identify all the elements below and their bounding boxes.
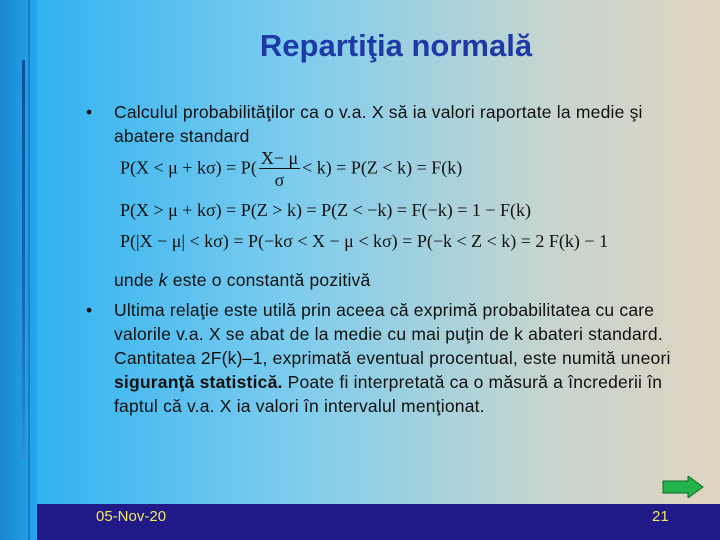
formula-3: P(|X − μ| < kσ) = P(−kσ < X − μ < kσ) = P(−k < Z < k) = 2 F(k) − 1 [120,231,609,251]
bullet-2-text-b: Poate fi interpretată ca o măsură a încrederii în faptul că v.a. X ia valori în intervalul menţionat. [114,372,663,416]
continuation-post: este o constantă pozitivă [167,270,371,290]
formula-1-right: < k) = P(Z < k) = F(k) [302,157,463,178]
slide-title: Repartiţia normală [259,28,533,63]
bullet-2-text [114,298,686,418]
formula-1-fraction [259,148,300,191]
bullet-1-continuation [114,270,370,291]
bullet-marker: • [86,300,93,320]
continuation-var: k [158,270,168,290]
left-decor-bar [0,0,37,540]
formula-1 [120,148,462,191]
formula-1-denominator: σ [274,170,285,190]
next-slide-button[interactable] [662,476,704,498]
continuation-pre: unde [114,270,159,290]
page-number: 21 [652,508,669,525]
bullet-1-text: Calculul probabilităţilor ca o v.a. X să ia valori raportate la medie şi abatere standard [114,102,643,146]
right-arrow-icon [662,476,704,498]
footer-date: 05-Nov-20 [96,508,167,525]
left-decor-line [28,0,30,540]
left-decor-stripe [22,60,25,460]
formula-1-numerator: X− μ [260,148,299,168]
bullet-marker: • [86,102,93,122]
formula-2: P(X > μ + kσ) = P(Z > k) = P(Z < −k) = F(−k) = 1 − F(k) [120,200,532,220]
formula-1-left: P(X < μ + kσ) = P( [120,157,257,178]
bullet-2-text-a: Ultima relaţie este utilă prin aceea că exprimă probabilitatea cu care valorile v.a. X se abat de la medie cu mai puţin de k abateri standard. Cantitatea 2F(k)–1, exprimată eventual procentual, este numită uneori [114,300,671,368]
bullet-2-bold: siguranţă statistică. [114,372,283,392]
